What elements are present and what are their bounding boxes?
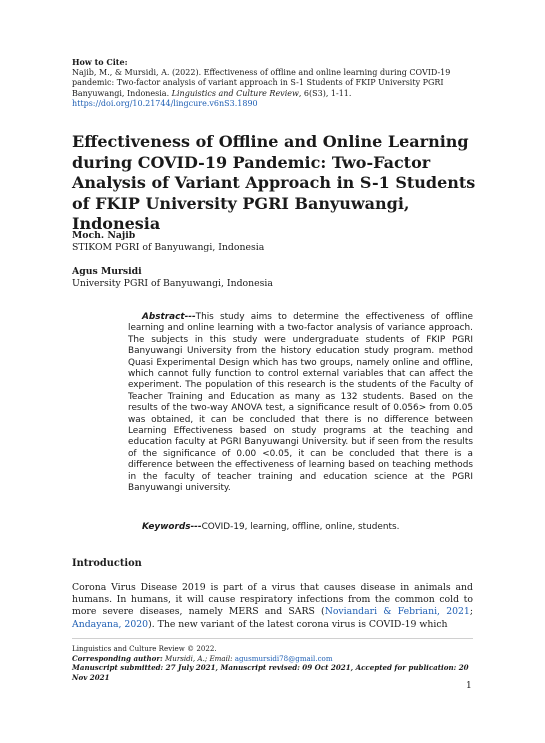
footer-divider bbox=[72, 638, 473, 639]
citation-link-andayana[interactable]: Andayana, 2020 bbox=[72, 618, 149, 630]
paper-title: Effectiveness of Offline and Online Learning during COVID-19 Pandemic: Two-Factor Analysis of Variant Approach in S-1 Students of FKIP University PGRI Banyuwangi, Indonesia bbox=[72, 132, 476, 233]
page-footer bbox=[72, 644, 473, 682]
footer-dates: Manuscript submitted: 27 July 2021, Manuscript revised: 09 Oct 2021, Accepted for publication: 20 Nov 2021 bbox=[72, 663, 469, 682]
section-heading-introduction: Introduction bbox=[72, 558, 142, 569]
email-link[interactable]: agusmursidi78@gmail.com bbox=[234, 653, 333, 663]
author-affiliation: STIKOM PGRI of Banyuwangi, Indonesia bbox=[72, 242, 265, 253]
footer-journal-line: Linguistics and Culture Review © 2022. bbox=[72, 644, 217, 653]
abstract-label: Abstract--- bbox=[142, 312, 196, 322]
how-to-cite-label: How to Cite: bbox=[72, 57, 128, 67]
citation-link-noviandari[interactable]: Noviandari & Febriani, 2021 bbox=[324, 606, 470, 618]
intro-paragraph bbox=[72, 582, 473, 631]
intro-text-2: ). The new variant of the latest corona virus is COVID-19 which bbox=[148, 618, 448, 630]
doi-link[interactable]: https://doi.org/10.21744/lingcure.v6nS3.1890 bbox=[72, 99, 258, 109]
author-affiliation: University PGRI of Banyuwangi, Indonesia bbox=[72, 278, 273, 289]
footer-corresponding-line bbox=[72, 654, 473, 664]
intro-separator: ; bbox=[469, 606, 473, 618]
author-block-2 bbox=[72, 266, 472, 290]
keywords-text: COVID-19, learning, offline, online, students. bbox=[201, 522, 400, 532]
author-block-1 bbox=[72, 230, 472, 254]
keywords bbox=[128, 522, 473, 533]
abstract bbox=[128, 312, 473, 495]
citation-volume: , 6(S3), 1-11. bbox=[298, 88, 352, 98]
author-name: Moch. Najib bbox=[72, 230, 136, 241]
author-name: Agus Mursidi bbox=[72, 266, 142, 277]
page-number: 1 bbox=[466, 681, 472, 691]
abstract-text: This study aims to determine the effectiveness of offline learning and online learning with a two-factor analysis of variance approach. The subjects in this study were undergraduate students of FKIP PGRI Banyuwangi University from the history education study program. method Quasi Experimental Design which has two groups, namely online and offline, which cannot fully function to control external variables that can affect the experiment. The population of this research is the students of the Faculty of Teacher Training and Education as many as 132 students. Based on the results of the two-way ANOVA test, a significance result of 0.056> from 0.05 was obtained, it can be concluded that there is no difference between Learning Effectiveness based on study programs at the teaching and education faculty at PGRI Banyuwangi University. but if seen from the results of the significance of 0.00 <0.05, it can be concluded that there is a difference between the effectiveness of learning based on teaching methods in the faculty of teacher training and education science at the PGRI Banyuwangi university. bbox=[128, 312, 473, 494]
corresponding-label: Corresponding author: bbox=[72, 653, 163, 663]
citation-journal: Linguistics and Culture Review bbox=[171, 88, 299, 98]
intro-text-1: Corona Virus Disease 2019 is part of a virus that causes disease in animals and humans. In humans, it will cause respiratory infections from the common cold to more severe diseases, namely MERS and SARS ( bbox=[72, 582, 473, 618]
keywords-label: Keywords--- bbox=[142, 522, 202, 532]
citation-text: Najib, M., & Mursidi, A. (2022). Effectiveness of offline and online learning during COVID-19 pandemic: Two-factor analysis of variant approach in S-1 Students of FKIP University PGRI Banyuwangi, Indonesia. bbox=[72, 67, 451, 98]
corresponding-text: Mursidi, A.; Email: bbox=[162, 653, 235, 663]
how-to-cite-block bbox=[72, 57, 472, 110]
